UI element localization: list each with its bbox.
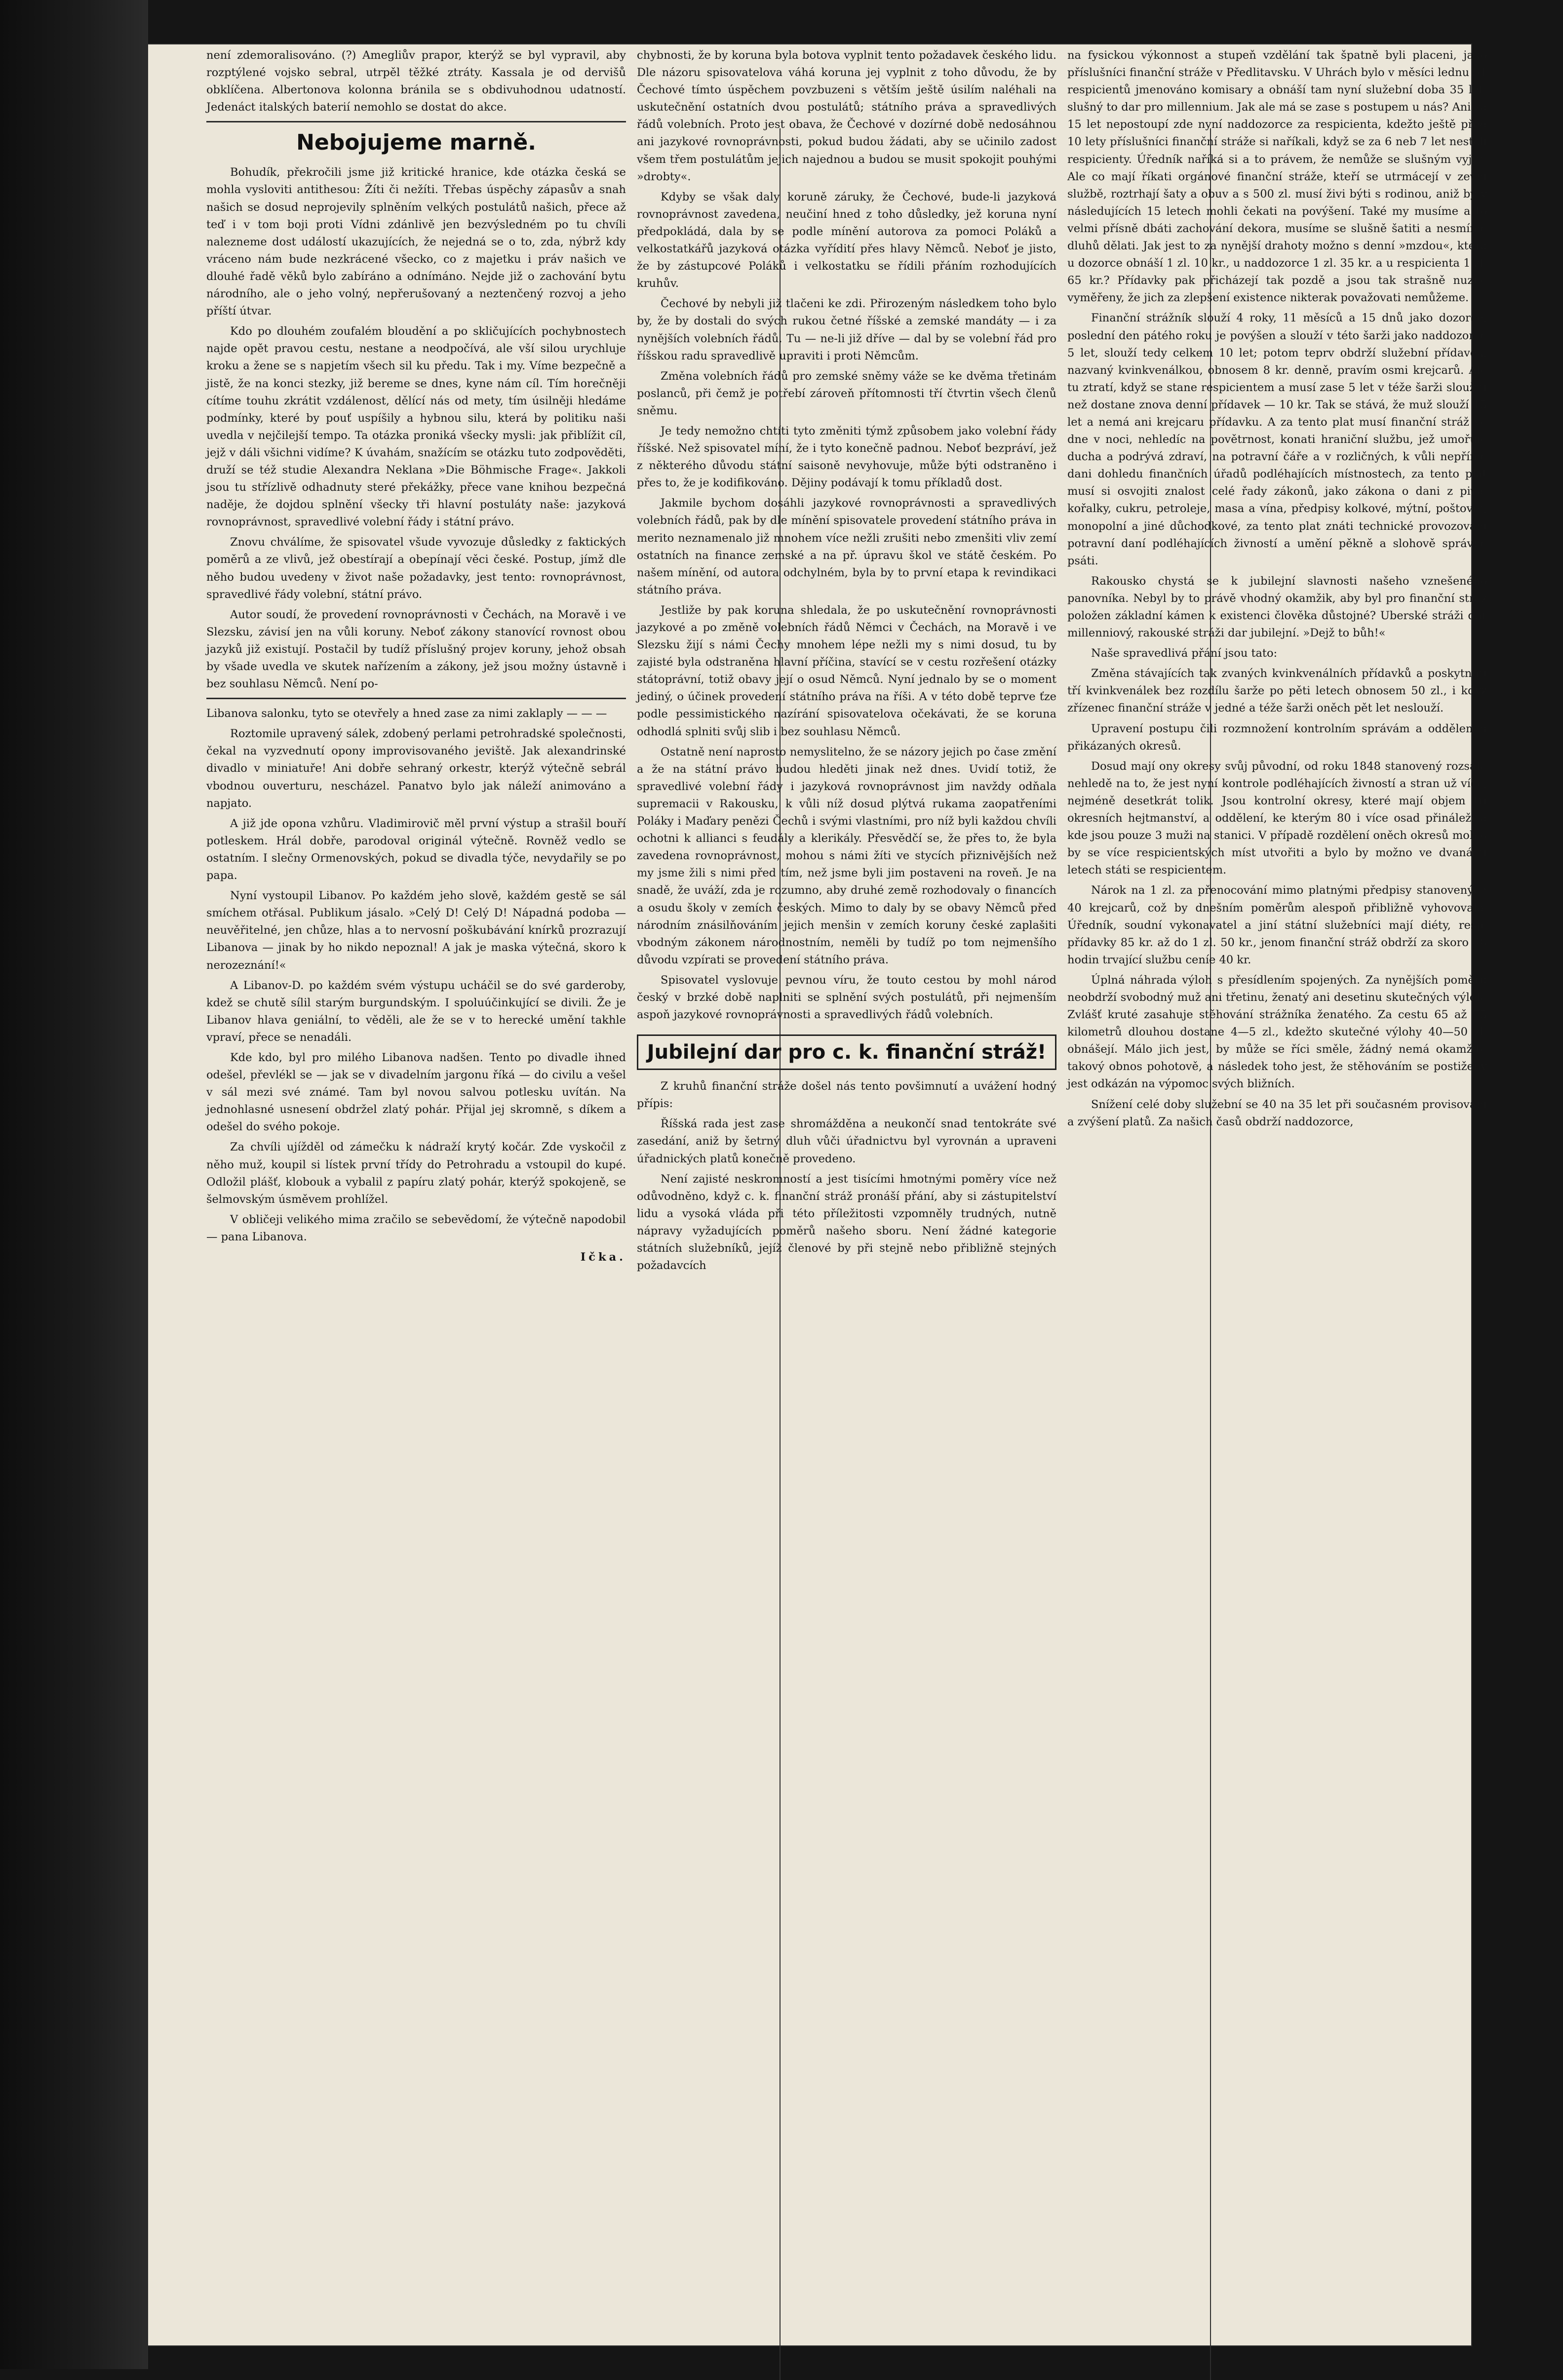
article-headline: Jubilejní dar pro c. k. finanční stráž! — [647, 1041, 1047, 1064]
article-paragraph: Finanční strážník slouží 4 roky, 11 měsíců a 15 dnů jako dozorce, poslední den pátého roku je povýšen a slouží v této šarži jako naddozorce 5 let, slouží tedy celkem 10 let; potom teprv obdrží služební přídavek, nazvaný kvinkvenálkou, obnosem 8 kr. denně, pravím osmi krejcarů. Ale tu ztratí, když se stane respicientem a musí zase 5 let v téže šarži sloužiti než dostane znova denní přídavek — 10 kr. Tak se stává, že muž slouží 15 let a nemá ani krejcaru přídavku. A za tento plat musí finanční stráž ve dne v noci, nehledíc na povětrnost, konati hraniční službu, jež umořuje ducha a podrývá zdraví, na potravní čáře a v rozličných, k vůli nepřímé dani dohledu finančních úřadů podléhajících místnostech, za tento plat musí si osvojiti znalost celé řady zákonů, jako zákona o dani z piva, kořalky, cukru, petroleje, masa a vína, předpisy kolkové, mýtní, poštovní, monopolní a jiné důchodkové, za tento plat znáti technické provozování potravní daní podléhajících živností a umění pěkně a slohově správně psáti. — [1067, 312, 1487, 567]
article-paragraph: Není zajisté neskromností a jest tisícími hmotnými poměry více než odůvodněno, když c. k. finanční stráž pronáší přání, aby si zástupitelství lidu a vysoká vláda při této příležitosti vzpomněly trudných, nutně nápravy vyžadujících poměrů našeho sboru. Není žádné kategorie státních služebníků, jejíž členové by při stejně nebo přibližně stejných požadavcích — [637, 1172, 1056, 1272]
article-paragraph: Říšská rada jest zase shromážděna a neukončí snad tentokráte své zasedání, aniž by šetrný dluh vůči úřadnictvu byl vyrovnán a upraveni úřadnických platů konečně provedeno. — [637, 1117, 1056, 1165]
feuilleton-paragraph: Libanova salonku, tyto se otevřely a hned zase za nimi zaklaply — — — — [206, 707, 607, 720]
article-paragraph: Znovu chválíme, že spisovatel všude vyvozuje důsledky z faktických poměrů a ze vlivů, jež obestírají a obepínají věci české. Postup, jímž dle něho budou uvedeny v život naše požadavky, jest tento: rovnoprávnost, spravedlivé řády volební, státní právo. — [206, 536, 626, 601]
article-paragraph: na fysickou výkonnost a stupeň vzdělání tak špatně byli placeni, jako příslušníci finanční stráže v Předlitavsku. V Uhrách bylo v měsíci lednu 51 respicientů jmenováno komisary a obnáší tam nyní služební doba 35 let; slušný to dar pro millennium. Jak ale má se zase s postupem u nás? Ani za 15 let nepostoupí zde nyní naddozorce za respicienta, kdežto ještě před 10 lety příslušníci finanční stráže si naříkali, když se za 6 neb 7 let nestali respicienty. Úředník naříká si a to právem, že nemůže se slušným vyjíti. Ale co mají říkati orgánové finanční stráže, kteří se utrmácejí v zevní službě, roztrhají šaty a obuv a s 500 zl. musí živi býti s rodinou, aniž by v následujících 15 letech mohli čekati na povýšení. Také my musíme a to velmi přísně dbáti zachování dekora, musíme se slušně šatiti a nesmíme dluhů dělati. Jak jest to za nynější drahoty možno s denní »mzdou«, která u dozorce obnáší 1 zl. 10 kr., u naddozorce 1 zl. 35 kr. a u respicienta 1 zl. 65 kr.? Přídavky pak přicházejí tak pozdě a jsou tak strašně nuzně vyměřeny, že jich za zlepšení existence nikterak považovati nemůžeme. — [1067, 49, 1487, 305]
binding-gutter — [0, 0, 148, 2369]
section-divider — [206, 698, 626, 699]
article-paragraph: Nárok na 1 zl. za přenocování mimo platnými předpisy stanovených 40 krejcarů, což by dnešním poměrům alespoň přibližně vyhovovalo. Úředník, soudní vykonavatel a jiní státní služebníci mají diéty, resp. přídavky 85 kr. až do 1 zl. 50 kr., jenom finanční stráž obdrží za skoro 48 hodin trvající službu ceníe 40 kr. — [1067, 884, 1487, 966]
article-paragraph: Upravení postupu čili rozmnožení kontrolním správám a oddělením přikázaných okresů. — [1067, 722, 1487, 753]
feuilleton-paragraph: Roztomile upravený sálek, zdobený perlami petrohradské společnosti, čekal na vyzvednutí opony improvisovaného jeviště. Jak alexandrinské divadlo v miniatuře! Ani dobře sehraný orkestr, kterýž výtečně sebrál vbodnou ouverturu, nescházel. Panatvo bylo jak náleží animováno a napjato. — [206, 727, 626, 810]
feuilleton-paragraph: Za chvíli ujížděl od zámečku k nádraží krytý kočár. Zde vyskočil z něho muž, koupil si lístek první třídy do Petrohradu a vstoupil do kupé. Odložil plášť, klobouk a vybalil z papíru zlatý pohár, kterýž spokojeně, se šelmovským úsměvem prohlížel. — [206, 1141, 626, 1206]
section-divider — [206, 121, 626, 122]
headline-box — [637, 1034, 1056, 1070]
article-paragraph: Naše spravedlivá přání jsou tato: — [1091, 647, 1278, 660]
feuilleton-paragraph: Kde kdo, byl pro milého Libanova nadšen. Tento po divadle ihned odešel, převlékl se — jak se v divadelním jargonu říká — do civilu a vešel v sál mezi své známé. Tam byl novou salvou potlesku uvítán. Na jednohlasné usnesení obdržel zlatý pohár. Přijal jej skromně, s díkem a odešel do svého pokoje. — [206, 1051, 626, 1134]
article-paragraph: Kdyby se však daly koruně záruky, že Čechové, bude-li jazyková rovnoprávnost zavedena, neučiní hned z toho důsledky, jež koruna nyní předpokládá, dala by se podle mínění autorova za pomoci Poláků a velkostatkářů jazyková otázka vyřídití přes hlavy Němců. Neboť je jisto, že by zástupcové Poláků i velkostatku se řídili přáním rozhodujících kruhův. — [637, 190, 1056, 290]
article-paragraph: Jestliže by pak koruna shledala, že po uskutečnění rovnoprávnosti jazykové a po změně volebních řádů Němci v Čechách, na Moravě i ve Slezsku žijí s námi Čechy mnohem lépe nežli my s nimi dosud, tu by zajisté byla odstraněna hlavní příčina, stavící se v cestu rozřešení otázky státoprávní, totiž obavy její o osud Němců. Nyní jednalo by se o moment jediný, o účinek provedení státního práva na říši. A v této době teprve ťze podle pessimistického nazírání spisovatelova očekávati, že se koruna odhodlá splniti svůj slib i bez souhlasu Němců. — [637, 603, 1056, 738]
article-paragraph: Ostatně není naprosto nemyslitelno, že se názory jejich po čase změní a že na státní právo budou hleděti jinak než dnes. Uvidí totiž, že spravedlivé volební řády i jazyková rovnoprávnost jim navždy odňala supremacii v Rakousku, k vůli níž dosud plýtvá rukama zaopatřeními Poláky i Maďary penězi Čechů i svými vlastními, pro níž byli každou chvíli ochotni k allianci s feudály a klerikály. Přesvědčí se, že přes to, že byla zavedena rovnoprávnost, mohou s námi žíti ve stycích přiznivějších než my jsme žili s nimi před tím, než jsme byli jim postaveni na roveň. Je na snadě, že uváží, zda je rozumno, aby druhé země rozhodovaly o financích a osudu školy v zemích českých. Mimo to daly by se obavy Němců před národním znásilňováním jejich menšin v zemích koruny české zaplašiti vbodným zákonem národnostním, neměli by tudíž po tom nejmenšího důvodu vzpírati se provedení státního práva. — [637, 745, 1056, 966]
feuilleton-paragraph: A již jde opona vzhůru. Vladimirovič měl první výstup a strašil bouří potleskem. Hrál dobře, parodoval originál výtečně. Rovněž vedlo se ostatním. I slečny Ormenovských, pokud se divadla týče, nevydařily se po papa. — [206, 817, 626, 882]
article-paragraph: Čechové by nebyli již tlačeni ke zdi. Přirozeným následkem toho bylo by, že by dostali do svých rukou četné říšské a zemské mandáty — i za nynějších volebních řádů. Tu — ne-li již dříve — dal by se volební řád pro říšskou radu spravedlivě upraviti i proti Němcům. — [637, 297, 1056, 362]
feuilleton-paragraph: V obličeji velikého mima zračilo se sebevědomí, že výtečně napodobil — pana Libanova. — [206, 1213, 626, 1243]
article-paragraph: Kdo po dlouhém zoufalém bloudění a po skličujících pochybnostech najde opět pravou cestu, nestane a neodpočívá, ale vší silou urychluje kroku a žene se s napjetím všech sil ku předu. Tak i my. Víme bezpečně a jistě, že na konci stezky, již bereme se dnes, kyne nám cíl. Tím horečněji cítíme touhu zkrátit vzdálenost, dělící nás od mety, tím úsilněji hledáme podmínky, které by pouť uspíšily a hybnou silu, která by politiku naši uvedla v nejčilejší tempo. Ta otázka proniká všecky mysli: jak přiblížit cíl, jejž v dáli všichni vidíme? K úvahám, snažícím se otázku tuto zodpověděti, druží se též studie Alexandra Neklana »Die Böhmische Frage«. Jakkoli jsou tu střízlivě odhadnuty steré překážky, přece vane knihou bezpečná naděje, že dojdou splnění všecky tři hlavní postuláty naše: jazyková rovnoprávnost, spravedlivé volební řády i státní právo. — [206, 325, 626, 529]
column-left — [206, 47, 626, 1269]
article-paragraph: Bohudík, překročili jsme již kritické hranice, kde otázka česká se mohla vysloviti antithesou: Žíti či nežíti. Třebas úspěchy zápasův a snah našich se dosud neprojevily splněním velkých postulátů našich, přece až teď i v tom boji proti Vídni zdánlivě jen bezvýsledném po tu chvíli nalezneme dost událostí ukazujících, že nejedná se o to, zda, nýbrž kdy vráceno nám bude nezkrácené všecko, co z majetku i práv našich ve dlouhé řadě věků bylo zabíráno a odnímáno. Nejde již o zachování bytu národního, ale o jeho volný, nepřerušovaný a neztenčený rozvoj a jeho příští útvar. — [206, 166, 626, 318]
article-paragraph: Změna stávajících tak zvaných kvinkvenálních přídavků a poskytnutí tří kvinkvenálek bez rozdílu šarže po pěti letech obnosem 50 zl., i když zřízenec finanční stráže v jedné a téže šarži oněch pět let neslouží. — [1067, 667, 1487, 715]
article-paragraph: Je tedy nemožno chtíti tyto změniti týmž způsobem jako volební řády říšské. Než spisovatel míní, že i tyto konečně padnou. Neboť bezpráví, jež z některého důvodu státní saisoně nevyhovuje, může býti odstraněno i přes to, že je kodifikováno. Dějiny podávají k tomu příkladů dost. — [637, 424, 1056, 490]
article-paragraph: Autor soudí, že provedení rovnoprávnosti v Čechách, na Moravě i ve Slezsku, závisí jen na vůli koruny. Neboť zákony stanovící rovnost obou jazyků již existují. Postačil by tudíž příslušný projev koruny, jehož obsah by všade uvedla ve skutek nařízením a zákony, jež jsou možny ústavně i bez souhlasu Němců. Není po- — [206, 608, 626, 691]
article-paragraph: Dosud mají ony okresy svůj původní, od roku 1848 stanovený rozsah, nehledě na to, že jest nyní kontrole podléhajících živností a stran už více, nejméně desetkrát tolik. Jsou kontrolní okresy, které mají objem tří okresních hejtmanství, a oddělení, ke kterým 80 i více osad přináleží a kde jsou pouze 3 muži na stanici. V případě rozdělení oněch okresů mohlo by se více respicientských míst utvořiti a bylo by možno ve dvanácti letech státi se respicientem. — [1067, 759, 1487, 877]
article-paragraph: Z kruhů finanční stráže došel nás tento povšimnutí a uvážení hodný přípis: — [637, 1080, 1056, 1111]
article-continuation: není zdemoralisováno. (?) Amegliův prapor, kterýž se byl vypravil, aby rozptýlené vojsko sebral, utrpěl těžké ztráty. Kassala je od dervišů obklíčena. Albertonova kolonna bránila se s obdivuhodnou udatností. Jedenáct italských baterií nemohlo se dostat do akce. — [206, 49, 626, 114]
column-right — [1067, 47, 1487, 1134]
article-paragraph: chybnosti, že by koruna byla botova vyplnit tento požadavek českého lidu. Dle názoru spisovatelova váhá koruna jej vyplnit z toho důvodu, že by Čechové tímto úspěchem povzbuzeni s větším ještě úsilím naléhali na uskutečnění ostatních dvou postulátů; státního práva a spravedlivých řádů volebních. Proto jest obava, že Čechové v dozírné době nedosáhnou ani jazykové rovnoprávnosti, pokud budou žádati, aby se učinilo zadost všem třem postulátům jejich najednou a budou se musit spokojit pouhými »drobty«. — [637, 49, 1056, 183]
article-paragraph: Změna volebních řádů pro zemské sněmy váže se ke dvěma třetinám poslanců, při čemž je potřebí zároveň přítomnosti tří čtvrtin všech členů sněmu. — [637, 369, 1056, 417]
column-middle — [637, 47, 1056, 1277]
article-headline: Nebojujeme marně. — [296, 130, 536, 156]
feuilleton-paragraph: Nyní vystoupil Libanov. Po každém jeho slově, každém gestě se sál smíchem otřásal. Publikum jásalo. »Celý D! Celý D! Nápadná podoba — neuvěřitelné, jen chůze, hlas a to nervosní poškubávání knírků prozrazují Libanova — jinak by ho nikdo nepoznal! A jak je maska výtečná, skoro k nerozeznání!« — [206, 889, 626, 972]
author-signature: Ička. — [580, 1251, 626, 1264]
article-paragraph: Úplná náhrada výloh s přesídlením spojených. Za nynějších poměrů neobdrží svobodný muž ani třetinu, ženatý ani desetinu skutečných výloh. Zvlášť kruté zasahuje stěhování strážníka ženatého. Za cestu 65 až 75 kilometrů dlouhou dostane 4—5 zl., kdežto skutečné výlohy 40—50 zl. obnášejí. Málo jich jest, by může se říci směle, žádný nemá okamžitě takový obnos pohotově, a následek toho jest, že stěhováním se postižený jest odkázán na výpomoc svých bližních. — [1067, 973, 1487, 1091]
article-paragraph: Rakousko chystá se k jubilejní slavnosti našeho vznešeného panovníka. Nebyl by to právě vhodný okamžik, aby byl pro finanční stráž položen základní kámen k existenci člověka důstojné? Uberské stráži dar millenniový, rakouské stráži dar jubilejní. »Dejž to bůh!« — [1067, 574, 1487, 640]
feuilleton-paragraph: A Libanov-D. po každém svém výstupu ucháčil se do své garderoby, kdež se chutě sílil starým burgundským. I spoluúčinkující se divili. Že je Libanov hlava geniální, to věděli, ale že se v to herecké umění takhle vpraví, přece se nenadáli. — [206, 979, 626, 1044]
article-paragraph: Jakmile bychom dosáhli jazykové rovnoprávnosti a spravedlivých volebních řádů, pak by dle mínění spisovatele provedení státního práva in merito neznamenalo již mnohem více nežli zrušiti nebo zmenšiti vliv zemí ostatních na finance zemské a na př. úpravu škol ve státě českém. Po našem mínění, od autora odchylném, byla by to první etapa k revindikaci státního práva. — [637, 497, 1056, 596]
article-paragraph: Spisovatel vyslovuje pevnou víru, že touto cestou by mohl národ český v brzké době naplniti se splnění svých postulátů, při nejmenším aspoň jazykové rovnoprávnosti a spravedlivých řádů volebních. — [637, 973, 1056, 1022]
article-paragraph: Snížení celé doby služební se 40 na 35 let při současném provisování a zvýšení platů. Za našich časů obdrží naddozorce, — [1067, 1098, 1487, 1128]
